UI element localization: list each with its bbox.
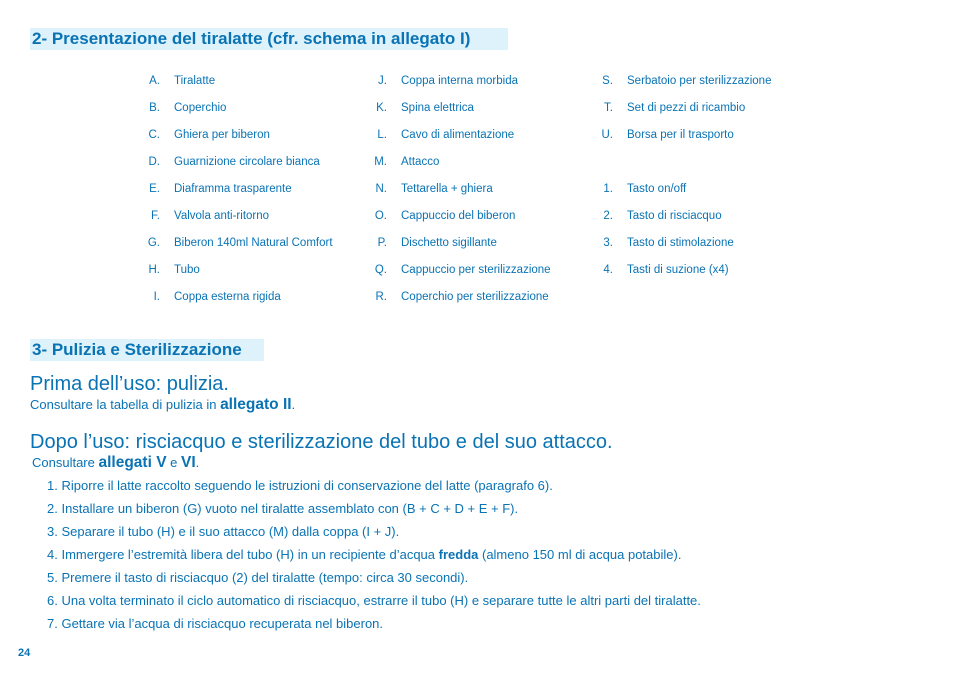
item-text: Tiralatte	[174, 75, 216, 87]
step-item	[47, 593, 701, 616]
item-text: Cappuccio per sterilizzazione	[401, 264, 551, 276]
step-text: 2. Installare un biberon (G) vuoto nel tiralatte assemblato con (B + C + D + E + F).	[47, 501, 519, 516]
item-key: J.	[378, 75, 387, 87]
item-key: E.	[149, 183, 160, 195]
step-item	[47, 547, 701, 570]
item-text: Tasto di stimolazione	[627, 237, 734, 249]
step-text: 3. Separare il tubo (H) e il suo attacco (M) dalla coppa (I + J).	[47, 524, 400, 539]
item-key: F.	[151, 210, 160, 222]
step-text: 4. Immergere l’estremità libera del tubo (H) in un recipiente d’acqua	[47, 547, 439, 562]
item-text: Cappuccio del biberon	[401, 210, 516, 222]
item-key: T.	[604, 102, 613, 114]
step-item	[47, 570, 701, 593]
before-use-instruction	[30, 397, 295, 413]
step-text: 6. Una volta terminato il ciclo automatico di risciacquo, estrarre il tubo (H) e separare tutte le altri parti del tiralatte.	[47, 593, 701, 608]
item-text: Tasto di risciacquo	[627, 210, 722, 222]
item-key: B.	[149, 102, 160, 114]
item-text: Tasti di suzione (x4)	[627, 264, 729, 276]
item-key: S.	[602, 75, 613, 87]
item-text: Tettarella + ghiera	[401, 183, 493, 195]
item-text: Borsa per il trasporto	[627, 129, 734, 141]
item-key: 2.	[603, 210, 613, 222]
item-key: R.	[375, 291, 387, 303]
item-key: 4.	[603, 264, 613, 276]
instruction-text: e	[166, 455, 182, 470]
item-key: G.	[147, 237, 160, 249]
step-text: 7. Gettare via l’acqua di risciacquo recuperata nel biberon.	[47, 616, 384, 631]
page-number: 24	[18, 647, 31, 659]
instruction-text: Consultare la tabella di pulizia in	[30, 397, 221, 412]
item-text: Set di pezzi di ricambio	[627, 102, 746, 114]
step-item	[47, 478, 701, 501]
item-text: Tasto on/off	[627, 183, 687, 195]
item-text: Ghiera per biberon	[174, 129, 270, 141]
step-text: (almeno 150 ml di acqua potabile).	[478, 547, 682, 562]
item-key: K.	[376, 102, 387, 114]
item-key: O.	[374, 210, 387, 222]
item-key: A.	[149, 75, 160, 87]
step-item	[47, 616, 701, 639]
item-text: Guarnizione circolare bianca	[174, 156, 320, 168]
item-text: Biberon 140ml Natural Comfort	[174, 237, 333, 249]
item-key: 3.	[603, 237, 613, 249]
item-text: Cavo di alimentazione	[401, 129, 515, 141]
item-key: M.	[374, 156, 387, 168]
item-text: Attacco	[401, 156, 440, 168]
item-text: Spina elettrica	[401, 102, 474, 114]
item-text: Dischetto sigillante	[401, 237, 497, 249]
step-item	[47, 501, 701, 524]
section-2-heading: 2- Presentazione del tiralatte (cfr. schema in allegato I)	[30, 28, 508, 50]
instruction-text: Consultare	[32, 455, 99, 470]
item-text: Valvola anti-ritorno	[174, 210, 270, 222]
item-text: Serbatoio per sterilizzazione	[627, 75, 772, 87]
item-text: Tubo	[174, 264, 200, 276]
item-key: L.	[377, 129, 387, 141]
instruction-text: .	[195, 455, 200, 470]
item-key: U.	[601, 129, 613, 141]
rinse-steps-list	[47, 478, 701, 639]
after-use-instruction	[32, 455, 199, 471]
item-text: Diaframma trasparente	[174, 183, 292, 195]
item-key: 1.	[603, 183, 613, 195]
after-use-title: Dopo l’uso: risciacquo e sterilizzazione del tubo e del suo attacco.	[30, 431, 613, 453]
item-key: Q.	[374, 264, 387, 276]
step-text: 5. Premere il tasto di risciacquo (2) del tiralatte (tempo: circa 30 secondi).	[47, 570, 469, 585]
item-key: C.	[148, 129, 160, 141]
item-text: Coppa esterna rigida	[174, 291, 281, 303]
section-3-heading: 3- Pulizia e Sterilizzazione	[30, 339, 264, 361]
item-text: Coperchio	[174, 102, 227, 114]
item-text: Coppa interna morbida	[401, 75, 518, 87]
item-key: I.	[153, 291, 160, 303]
item-key: P.	[377, 237, 387, 249]
item-key: H.	[148, 264, 160, 276]
annex-reference: allegati V	[98, 454, 167, 471]
item-key: N.	[375, 183, 387, 195]
instruction-text: .	[291, 397, 296, 412]
annex-reference: VI	[181, 454, 196, 471]
step-item	[47, 524, 701, 547]
before-use-title: Prima dell’uso: pulizia.	[30, 373, 229, 395]
step-text: 1. Riporre il latte raccolto seguendo le istruzioni di conservazione del latte (paragrafo 6).	[47, 478, 553, 493]
item-key: D.	[148, 156, 160, 168]
annex-reference: allegato II	[220, 396, 292, 413]
item-text: Coperchio per sterilizzazione	[401, 291, 549, 303]
step-emphasis: fredda	[438, 547, 479, 562]
